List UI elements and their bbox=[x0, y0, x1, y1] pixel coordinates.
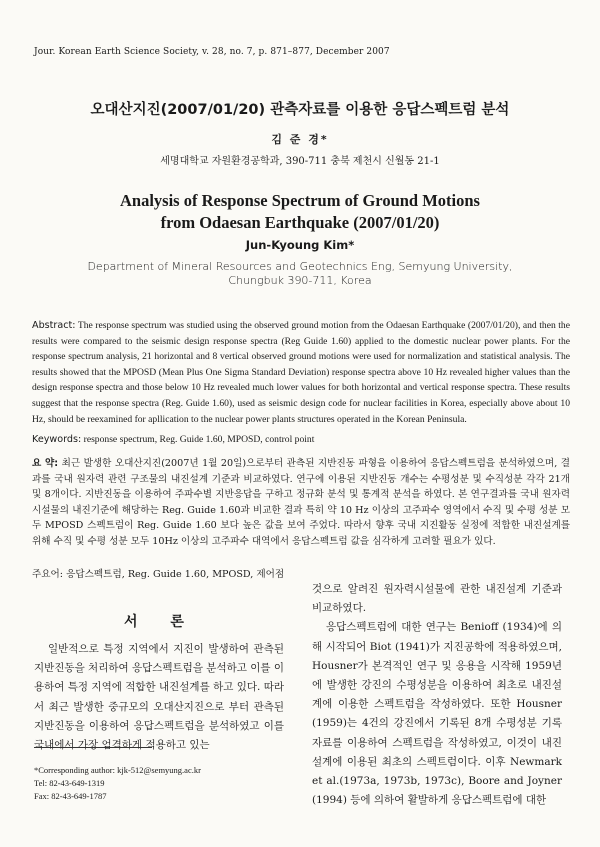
right-column bbox=[312, 580, 562, 810]
abstract-text: The response spectrum was studied using the observed ground motion from the Odaesan Earthquake (2007/01/20), and then the results were compared to the seismic design response spectra (Reg Guide 1.60) applied to the domestic nuclear power plants. For the response spectrum analysis, 21 horizontal and 8 vertical observed ground motions were used for normalization and statistical analysis. The results showed that the MPOSD (Mean Plus One Sigma Standard Deviation) response spectra above 10 Hz revealed higher values than the design response spectra and those below 10 Hz revealed much lower values for both horizontal and vertical response spectra. These results suggest that the response spectra (Reg. Guide 1.60), used as seismic design code for nuclear facilities in Korea, especially above about 10 Hz, should be reexamined for apllication to the nuclear power plants structures operated in the Korean Peninsula. bbox=[32, 320, 570, 425]
english-title-line-2: from Odaesan Earthquake (2007/01/20) bbox=[160, 213, 440, 232]
korean-affiliation: 세명대학교 자원환경공학과, 390-711 충북 제천시 신월동 21-1 bbox=[160, 156, 440, 167]
korean-author: 김 준 경* bbox=[271, 133, 329, 146]
footnote-tel: Tel: 82-43-649-1319 bbox=[34, 778, 105, 788]
abstract-label: Abstract: bbox=[32, 320, 76, 331]
english-keywords bbox=[32, 434, 570, 445]
english-affiliation-line-2: Chungbuk 390-711, Korea bbox=[228, 274, 372, 287]
right-column-paragraph-2: 응답스펙트럼에 대한 연구는 Benioff (1934)에 의해 시작되어 Biot (1941)가 지진공학에 적용하였으며, Housner가 본격적인 연구 및 응용을 시작해 1959년에 발생한 강진의 수평성분을 이용하여 최초로 내진설계에 이용한 스펙트럼을 작성하였다. 또한 Housner (1959)는 4건의 강진에서 기록된 8개 수평성분 기록 자료를 이용하여 스펙트럼을 작성하였고, 이것이 내진설계에 이용된 최초의 스펙트럼이다. 이후 Newmark et al.(1973a, 1973b, 1973c), Boore and Joyner (1994) 등에 의하여 활발하게 응답스펙트럼에 대한 bbox=[312, 621, 562, 807]
section-heading-introduction: 서 론 bbox=[124, 614, 198, 630]
right-column-paragraph-1: 것으로 알려진 원자력시설물에 관한 내진설계 기준과 비교하였다. bbox=[312, 583, 562, 615]
korean-keywords-text: 응답스펙트럼, Reg. Guide 1.60, MPOSD, 제어점 bbox=[66, 569, 285, 580]
english-affiliation bbox=[0, 260, 600, 288]
keywords-text: response spectrum, Reg. Guide 1.60, MPOSD, control point bbox=[83, 434, 315, 445]
korean-abstract-text: 최근 발생한 오대산지진(2007년 1월 20일)으로부터 관측된 지반진동 파형을 이용하여 응답스펙트럼을 분석하였으며, 결과를 국내 원자력 관련 구조물의 내진설계 기준과 비교하였다. 연구에 이용된 지반진동 개수는 수평성분 및 수직성분 각각 21개 및 8개이다. 지반진동을 이용하여 주파수별 지반응답을 구하고 정규화 분석 및 통계적 분석을 하였다. 본 연구결과를 국내 원자력시설물의 내진기준에 해당하는 Reg. Guide 1.60과 비교한 결과 특히 약 10 Hz 이상의 고주파수 영역에서 수직 및 수평 성분 모두 MPOSD 스펙트럼이 Reg. Guide 1.60 보다 높은 값을 보여 주었다. 따라서 향후 국내 지진활동 실정에 적합한 내진설계를 위해 수직 및 수평 성분 모두 10Hz 이상의 고주파수 대역에서 응답스펙트럼 값을 심각하게 고려할 필요가 있다. bbox=[32, 458, 570, 547]
journal-citation: Jour. Korean Earth Science Society, v. 28, no. 7, p. 871–877, December 2007 bbox=[34, 47, 390, 57]
footnote-divider bbox=[34, 747, 152, 748]
footnote-email: *Corresponding author: kjk-512@semyung.ac.kr bbox=[34, 765, 201, 775]
left-column bbox=[34, 640, 284, 755]
korean-title: 오대산지진(2007/01/20) 관측자료를 이용한 응답스펙트럼 분석 bbox=[90, 102, 510, 118]
english-author: Jun-Kyoung Kim* bbox=[245, 238, 355, 252]
korean-abstract bbox=[32, 456, 570, 550]
korean-keywords bbox=[32, 566, 570, 580]
left-column-paragraph: 일반적으로 특정 지역에서 지진이 발생하여 관측된 지반진동을 처리하여 응답스펙트럼을 분석하고 이를 이용하여 특정 지역에 적합한 내진설계를 하고 있다. 따라서 최근 발생한 중규모의 오대산지진으로 부터 관측된 지반진동을 이용하여 응답스펙트럼을 분석하였고 이를 국내에서 가장 엄격하게 적용하고 있는 bbox=[34, 643, 284, 752]
english-abstract bbox=[32, 318, 570, 427]
english-title bbox=[0, 190, 600, 234]
korean-abstract-label: 요 약: bbox=[32, 458, 59, 469]
corresponding-author-footnote bbox=[34, 764, 201, 803]
english-affiliation-line-1: Department of Mineral Resources and Geotechnics Eng, Semyung University, bbox=[87, 260, 513, 273]
english-title-line-1: Analysis of Response Spectrum of Ground Motions bbox=[120, 191, 480, 210]
korean-keywords-label: 주요어: bbox=[32, 569, 64, 580]
footnote-fax: Fax: 82-43-649-1787 bbox=[34, 791, 107, 801]
keywords-label: Keywords: bbox=[32, 434, 82, 445]
